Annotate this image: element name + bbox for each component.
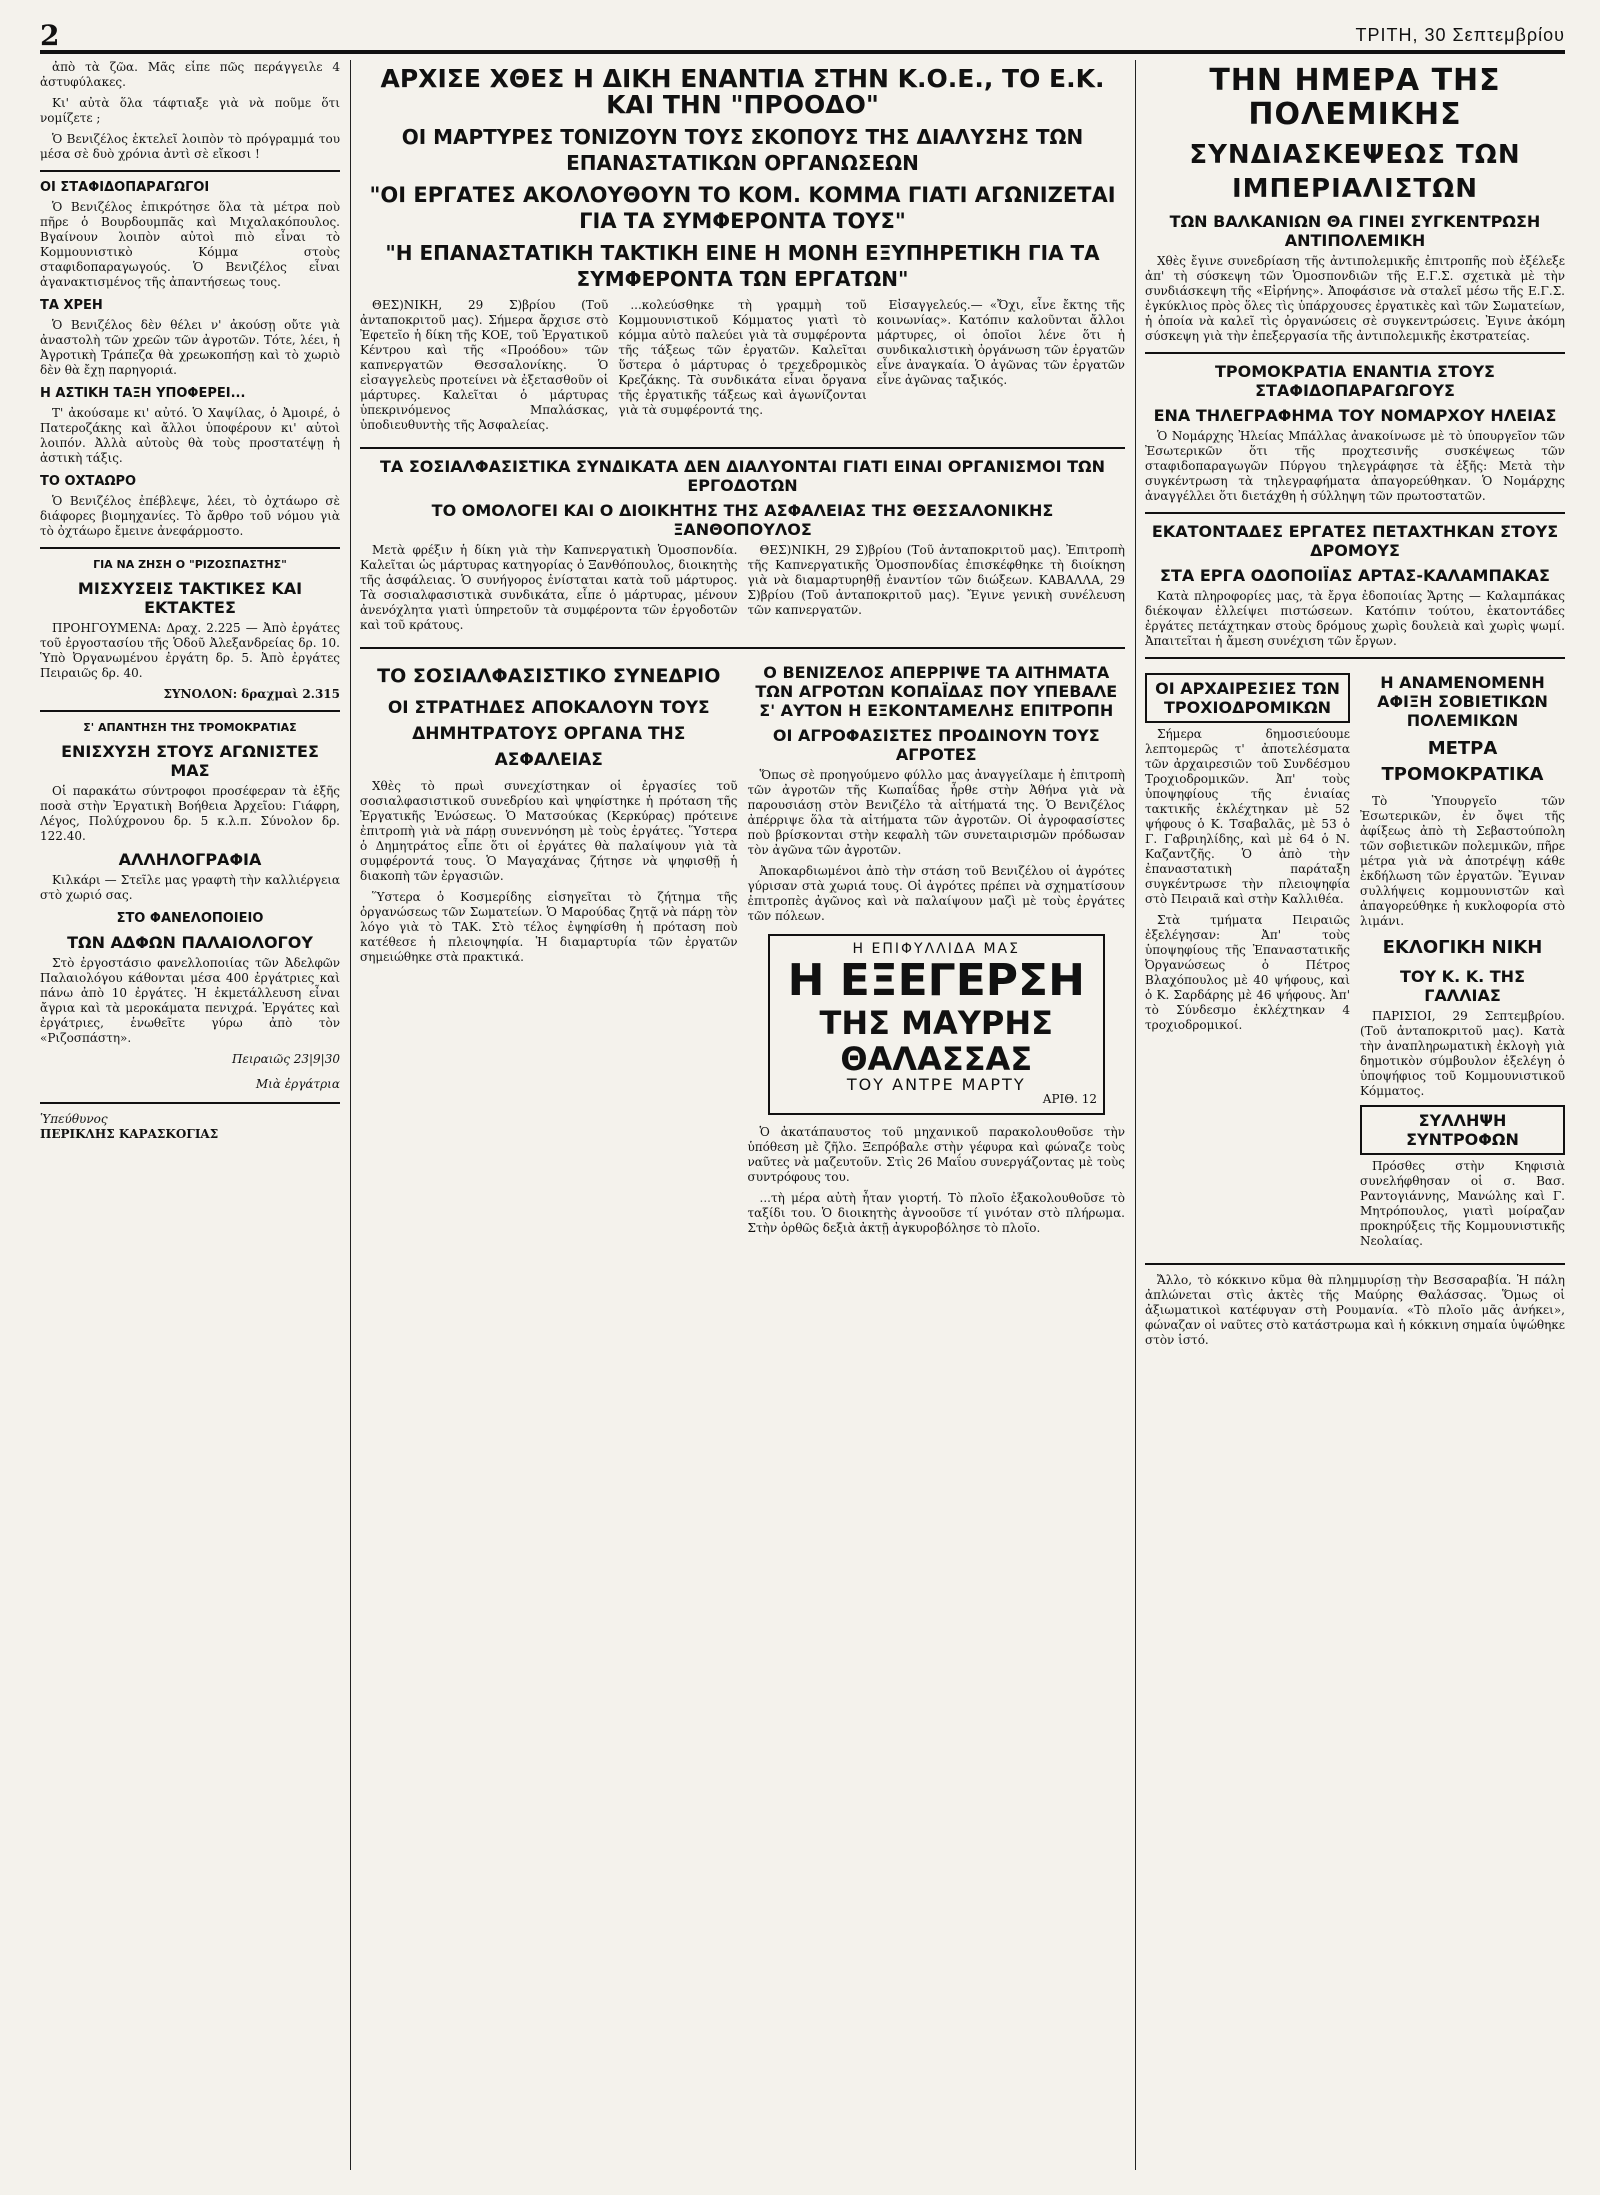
- headline: ΤΡΟΜΟΚΡΑΤΙΑ ΕΝΑΝΤΙΑ ΣΤΟΥΣ ΣΤΑΦΙΔΟΠΑΡΑΓΩΓΟΥΣ: [1215, 362, 1495, 400]
- divider: [1145, 657, 1565, 659]
- column-rule: [350, 60, 351, 2170]
- article-text: Κατὰ πληροφορίες μας, τὰ ἔργα ἐδοποιίας Ἄρτης — Καλαμπάκας διέκοψαν ἐλλείψει πιστώσεων. Κατόπιν τούτου, ἑκατοντάδες ἐργάτες πετάχτηκαν στοὺς δρόμους χωρὶς δουλειὰ καὶ χωρὶς ψωμί. Ἀπαιτεῖται ἡ ἄμεση συνέχιση τῶν ἔργων.: [1145, 589, 1565, 648]
- article-signature: Πειραιῶς 23|9|30: [231, 1052, 340, 1066]
- article-text: Ὁ Βενιζέλος δὲν θέλει ν' ἀκούσῃ οὔτε γιὰ ἀναστολὴ τῶν χρεῶν τῶν ἀγροτῶν. Τότε, λέει, ἡ Ἀγροτικὴ Τράπεζα θὰ χρεωκοπήσῃ καὶ τὸ χωριὸ δὲν θὰ ἔχῃ παρηγοριά.: [40, 318, 340, 377]
- intro-line: Κι' αὐτὰ ὅλα τάφτιαξε γιὰ νὰ ποῦμε ὅτι νομίζετε ;: [40, 96, 340, 125]
- publisher-name: ΠΕΡΙΚΛΗΣ ΚΑΡΑΣΚΟΓΙΑΣ: [40, 1127, 219, 1141]
- divider: [40, 710, 340, 712]
- article-text: Στὸ ἐργοστάσιο φανελλοποιίας τῶν Ἀδελφῶν Παλαιολόγου κάθονται μέσα 400 ἐργάτριες καὶ πάνω ἀπὸ 10 ἐργάτες. Ἡ ἐκμετάλλευση εἶναι ἄγρια καὶ τὰ μεροκάματα πενιχρά. Ἐργάτες καὶ ἐργάτριες, ἑνωθεῖτε γύρω ἀπὸ τὸν «Ριζοσπάστη».: [40, 956, 340, 1045]
- section-heading: Η ΑΣΤΙΚΗ ΤΑΞΗ ΥΠΟΦΕΡΕΙ...: [40, 386, 246, 401]
- divider: [360, 447, 1125, 449]
- headline: ΤΗΝ ΗΜΕΡΑ ΤΗΣ ΠΟΛΕΜΙΚΗΣ: [1209, 63, 1501, 132]
- serial-number: ΑΡΙΘ. 12: [1042, 1092, 1097, 1106]
- article-text: Ἄλλο, τὸ κόκκινο κῦμα θὰ πλημμυρίσῃ τὴν Βεσσαραβία. Ἡ πάλη ἀπλώνεται στὶς ἀκτὲς τῆς Μαύρης Θαλάσσας. Ὅμως οἱ ἀξιωματικοὶ κατέφυγαν στὴ Ρουμανία. «Τὸ πλοῖο μᾶς ἀνήκει», φώναζαν οἱ ναῦτες στὸ κατάστρωμα καὶ ἡ κόκκινη σημαία ὑψώθηκε στὸν ἱστό.: [1145, 1273, 1565, 1347]
- section-heading: ΤΟ ΟΧΤΑΩΡΟ: [40, 474, 137, 489]
- headline: Η ΑΝΑΜΕΝΟΜΕΝΗ ΑΦΙΞΗ ΣΟΒΙΕΤΙΚΩΝ ΠΟΛΕΜΙΚΩΝ: [1377, 673, 1548, 730]
- article-text: Ὁ ἀκατάπαυστος τοῦ μηχανικοῦ παρακολουθοῦσε τὴν ὑπόθεση μὲ ζῆλο. Ξεπρόβαλε στὴν γέφυρα καὶ φώναζε τοὺς ναῦτες νὰ μαζευτοῦν. Στὶς 26 Μαΐου συνεργάζοντας μὲ τοὺς συντρόφους του.: [747, 1125, 1125, 1184]
- article-text: Κιλκάρι — Στεῖλε μας γραφτὴ τὴν καλλιέργεια στὸ χωριό σας.: [40, 873, 340, 902]
- headline: ΜΕΤΡΑ ΤΡΟΜΟΚΡΑΤΙΚΑ: [1381, 738, 1544, 785]
- headline: ΤΟΥ Κ. Κ. ΤΗΣ ΓΑΛΛΙΑΣ: [1400, 967, 1525, 1005]
- headline: ΟΙ ΑΓΡΟΦΑΣΙΣΤΕΣ ΠΡΟΔΙΝΟΥΝ ΤΟΥΣ ΑΓΡΟΤΕΣ: [772, 726, 1100, 764]
- right-lower-columns: [1145, 667, 1565, 1255]
- main-column: [360, 60, 1125, 2170]
- article-text: Πρόσθες στὴν Κηφισιὰ συνελήφθησαν οἱ σ. Βασ. Ραντογιάννης, Μανώλης καὶ Γ. Μητρόπουλος, γιατὶ μοίραζαν προκηρύξεις τῆς Κομμουνιστικῆς Νεολαίας.: [1360, 1159, 1565, 1248]
- serial-kicker: Η ΕΠΙΦΥΛΛΙΔΑ ΜΑΣ: [852, 941, 1020, 957]
- intro-line: Ὁ Βενιζέλος ἐκτελεῖ λοιπὸν τὸ πρόγραμμά του μέσα σὲ δυὸ χρόνια ἀντὶ σὲ εἴκοσι !: [40, 132, 340, 161]
- article-text: Ὁ Βενιζέλος ἐπέβλεψε, λέει, τὸ ὀχτάωρο σὲ διάφορες βιομηχανίες. Τὸ ἄρθρο τοῦ νόμου γιὰ τὸ ὀχτάωρο ἔμεινε ἀνεφάρμοστο.: [40, 494, 340, 538]
- headline: ΣΥΝΔΙΑΣΚΕΨΕΩΣ ΤΩΝ ΙΜΠΕΡΙΑΛΙΣΤΩΝ: [1189, 140, 1521, 204]
- section-heading: ΤΩΝ ΑΔΦΩΝ ΠΑΛΑΙΟΛΟΓΟΥ: [67, 933, 313, 952]
- serial-title: ΤΗΣ ΜΑΥΡΗΣ ΘΑΛΑΣΣΑΣ: [819, 1004, 1053, 1078]
- headline: ΤΟ ΣΟΣΙΑΛΦΑΣΙΣΤΙΚΟ ΣΥΝΕΔΡΙΟ: [377, 665, 721, 687]
- section-heading: ΟΙ ΣΤΑΦΙΔΟΠΑΡΑΓΩΓΟΙ: [40, 180, 210, 195]
- headline: ΟΙ ΣΤΡΑΤΗΔΕΣ ΑΠΟΚΑΛΟΥΝ ΤΟΥΣ ΔΗΜΗΤΡΑΤΟΥΣ ΟΡΓΑΝΑ ΤΗΣ ΑΣΦΑΛΕΙΑΣ: [387, 698, 710, 770]
- lower-articles: [360, 657, 1125, 1242]
- divider: [1145, 352, 1565, 354]
- headline: ΤΑ ΣΟΣΙΑΛΦΑΣΙΣΤΙΚΑ ΣΥΝΔΙΚΑΤΑ ΔΕΝ ΔΙΑΛΥΟΝΤΑΙ ΓΙΑΤΙ ΕΙΝΑΙ ΟΡΓΑΝΙΣΜΟΙ ΤΩΝ ΕΡΓΟΔΟΤΩΝ: [379, 457, 1105, 495]
- article-text: Μετὰ φρέξιν ἡ δίκη γιὰ τὴν Καπνεργατικὴ Ὁμοσπονδία. Καλεῖται ὡς μάρτυρας κατηγορίας ὁ Ξανθόπουλος, διοικητὴς τῆς ἀσφάλειας. Ὁ συνήγορος ἐνίσταται κατὰ τοῦ μάρτυρος. Τὰ σοσιαλφασιστικὰ συνδικάτα, εἶπε ὁ μάρτυρας, μένουν ἀνενόχλητα γιατὶ ὑπηρετοῦν τὰ συμφέροντα τῶν ἐργοδοτῶν καὶ τοῦ κράτους.: [360, 543, 738, 632]
- article-text: Στὰ τμήματα Πειραιῶς ἐξελέγησαν: Ἀπ' τοὺς ὑποψηφίους τῆς Ἐπαναστατικῆς Ὀργανώσεως ὁ Πέτρος Βλαχόπουλος μὲ 40 ψήφους, καὶ ὁ Κ. Σαρδάρης μὲ 46 ψήφους. Ἀπ' τὸ Σύνδεσμο ἐκλέχτηκαν 4 τροχιοδρομικοί.: [1145, 913, 1350, 1032]
- article-columns: [360, 298, 1125, 439]
- article-text: ΠΑΡΙΣΙΟΙ, 29 Σεπτεμβρίου. (Τοῦ ἀνταποκριτοῦ μας). Κατὰ τὴν ἀναπληρωματικὴ ἐκλογὴ γιὰ δημοτικὸν σύμβουλον ἐξελέγη ὁ ὑποψήφιος τοῦ Κομμουνιστικοῦ Κόμματος.: [1360, 1009, 1565, 1098]
- section-heading: ΜΙΣΧΥΣΕΙΣ ΤΑΚΤΙΚΕΣ ΚΑΙ ΕΚΤΑΚΤΕΣ: [77, 579, 303, 617]
- publisher-label: Ὑπεύθυνος: [40, 1112, 108, 1126]
- serial-box: [768, 934, 1106, 1115]
- headline: ΣΤΑ ΕΡΓΑ ΟΔΟΠΟΙΪΑΣ ΑΡΤΑΣ-ΚΑΛΑΜΠΑΚΑΣ: [1160, 566, 1550, 585]
- article-text: Σήμερα δημοσιεύουμε λεπτομερῶς τ' ἀποτελέσματα τῶν ἀρχαιρεσιῶν τοῦ Συνδέσμου Τροχιοδρομικῶν. Ἀπ' τοὺς ὑποψηφίους τῆς ἑνιαίας τακτικῆς ἐκλέχτηκαν μὲ 52 ψήφους ὁ Κ. Τσαβαλᾶς, μὲ 53 ὁ Γ. Γαβριηλίδης, καὶ μὲ 64 ὁ Ν. Καζαντζῆς. Ὁ ἀπὸ τὴν ἐπαναστατικὴ παράταξη συγκέντρωσε τὴν πλειοψηφία στὸ Πειραιᾶ καὶ στὴν Καλλιθέα.: [1145, 727, 1350, 906]
- article-text: Ἀποκαρδιωμένοι ἀπὸ τὴν στάση τοῦ Βενιζέλου οἱ ἀγρότες γύρισαν στὰ χωριά τους. Οἱ ἀγρότες πρέπει νὰ σχηματίσουν ἐπιτροπὲς ἀγῶνος καὶ νὰ παλαίψουν μαζὶ μὲ τοὺς ἐργάτες τῶν πόλεων.: [747, 864, 1125, 923]
- article-signature: Μιὰ ἐργάτρια: [255, 1077, 340, 1091]
- divider: [1145, 512, 1565, 514]
- left-column: [40, 60, 340, 2170]
- section-heading: ΑΛΛΗΛΟΓΡΑΦΙΑ: [118, 850, 262, 869]
- article-text: Ὁ Νομάρχης Ἠλείας Μπάλλας ἀνακοίνωσε μὲ τὸ ὑπουργεῖον τῶν Ἐσωτερικῶν ὅτι τῆς προχτεσινῆς συσκέψεως τῶν σταφιδοπαραγωγῶν Πύργου τηλεγράφησε τὰ ἑξῆς: Μετὰ τὴν συγκέντρωση τὰ τηλεγραφήματα ἀπαγορεύθηκαν. Ὁ Νομάρχης ἀναγγέλλει ὅτι διετάχθη ἡ σύλληψη τῶν πρωτοστατῶν.: [1145, 429, 1565, 503]
- section-kicker: Σ' ΑΠΑΝΤΗΣΗ ΤΗΣ ΤΡΟΜΟΚΡΑΤΙΑΣ: [83, 721, 297, 734]
- headline: ΑΡΧΙΣΕ ΧΘΕΣ Η ΔΙΚΗ ΕΝΑΝΤΙΑ ΣΤΗΝ Κ.Ο.Ε., ΤΟ Ε.Κ. ΚΑΙ ΤΗΝ "ΠΡΟΟΔΟ": [380, 64, 1105, 119]
- divider: [40, 547, 340, 549]
- headline: "ΟΙ ΕΡΓΑΤΕΣ ΑΚΟΛΟΥΘΟΥΝ ΤΟ ΚΟΜ. ΚΟΜΜΑ ΓΙΑΤΙ ΑΓΩΝΙΖΕΤΑΙ ΓΙΑ ΤΑ ΣΥΜΦΕΡΟΝΤΑ ΤΟΥΣ": [369, 183, 1116, 233]
- article-text: Χθὲς ἔγινε συνεδρίαση τῆς ἀντιπολεμικῆς ἐπιτροπῆς ποὺ ἐξέλεξε ἀπ' τὴ σύσκεψη τῶν Ὁμοσπονδιῶν τῆς Ε.Γ.Σ. σχετικὰ μὲ τὴν συνδιάσκεψη τῆς «Εἰρήνης». Ἀποφάσισε νὰ σταλεῖ μέσω τῆς Ε.Γ.Σ. ἐγκύκλιος πρὸς ὅλες τὶς ὑπάρχουσες ἐργατικὲς καὶ τῶν Σωματείων, ἡ ὁποία νὰ καλεῖ τὶς ὀργανώσεις σὲ συγκεντρώσεις. Ἐγινε ἀκόμη σύσκεψη γιὰ τὴν ἐπεξεργασία τῆς ἀντιπολεμικῆς ἐκστρατείας.: [1145, 254, 1565, 343]
- divider: [40, 170, 340, 172]
- article-text: Τὸ Ὑπουργεῖο τῶν Ἐσωτερικῶν, ἐν ὄψει τῆς ἀφίξεως ἀπὸ τὴ Σεβαστούπολη τῶν σοβιετικῶν πολεμικῶν, πῆρε μέτρα γιὰ νὰ ἀποτρέψῃ κάθε ἐκδήλωση τῶν ἐργατῶν. Ἔγιναν συλλήψεις κομμουνιστῶν καὶ ἀπαγορεύθηκε ἡ κυκλοφορία στὸ λιμάνι.: [1360, 794, 1565, 928]
- article-text: ΠΡΟΗΓΟΥΜΕΝΑ: Δραχ. 2.225 — Ἀπὸ ἐργάτες τοῦ ἐργοστασίου τῆς Ὁδοῦ Ἀλεξανδρείας δρ. 10. Ὑπὸ Ὀργανωμένου ἐργάτη δρ. 5. Ἀπὸ ἐργάτες Πειραιῶς δρ. 40.: [40, 621, 340, 680]
- article-text: ...τὴ μέρα αὐτὴ ἦταν γιορτή. Τὸ πλοῖο ἐξακολουθοῦσε τὸ ταξίδι του. Ὁ διοικητὴς ἀγνοοῦσε τί γινόταν στὸ πλήρωμα. Στὴν ὀρθῶς δεξιὰ ἀκτῇ ἀγκυροβόλησε τὸ πλοῖο.: [747, 1191, 1125, 1235]
- column-rule: [1135, 60, 1136, 2170]
- headline: Ο ΒΕΝΙΖΕΛΟΣ ΑΠΕΡΡΙΨΕ ΤΑ ΑΙΤΗΜΑΤΑ ΤΩΝ ΑΓΡΟΤΩΝ ΚΟΠΑΪΔΑΣ ΠΟΥ ΥΠΕΒΑΛΕ Σ' ΑΥΤΟΝ Η ΕΞΚΟΝΤΑΜΕΛΗΣ ΕΠΙΤΡΟΠΗ: [755, 663, 1118, 720]
- headline: ΕΝΑ ΤΗΛΕΓΡΑΦΗΜΑ ΤΟΥ ΝΟΜΑΡΧΟΥ ΗΛΕΙΑΣ: [1153, 406, 1557, 425]
- headline: ΣΥΛΛΗΨΗ ΣΥΝΤΡΟΦΩΝ: [1360, 1105, 1565, 1155]
- article-text: ΘΕΣ)ΝΙΚΗ, 29 Σ)βρίου (Τοῦ ἀνταποκριτοῦ μας). Ἐπιτροπὴ τῆς Καπνεργατικῆς Ὁμοσπονδίας ἐπισκέφθηκε τὴ διοίκηση γιὰ νὰ διαμαρτυρηθῇ ἐναντίον τῶν διώξεων. ΚΑΒΑΛΛΑ, 29 Σ)βρίου (Τοῦ ἀνταποκριτοῦ μας). Ἔγινε γενικὴ συνέλευση τῶν καπνεργατῶν.: [747, 543, 1125, 617]
- serial-title: Η ΕΞΕΓΕΡΣΗ: [787, 955, 1085, 1006]
- headline: ΟΙ ΑΡΧΑΙΡΕΣΙΕΣ ΤΩΝ ΤΡΟΧΙΟΔΡΟΜΙΚΩΝ: [1145, 673, 1350, 723]
- article-text: Ὅπως σὲ προηγούμενο φύλλο μας ἀναγγείλαμε ἡ ἐπιτροπὴ τῶν ἀγροτῶν τῆς Κωπαΐδας ἦρθε στὴν Ἀθήνα γιὰ νὰ παρουσιάσῃ στὸν Βενιζέλο τὰ αἰτήματά της. Ὁ Βενιζέλος ἀπέρριψε ὅλα τὰ αἰτήματα τῶν ἀγροτῶν. Οἱ ἀγροφασίστες ποὺ βρίσκονται στὴν κεφαλὴ τῶν συνεταιρισμῶν πρόδωσαν τὸν ἀγῶνα τῶν ἀγροτῶν.: [747, 768, 1125, 857]
- article-text: ...κολεύσθηκε τὴ γραμμὴ τοῦ Κομμουνιστικοῦ Κόμματος γιατὶ τὸ κόμμα αὐτὸ παλεύει γιὰ τὰ συμφέροντα τῆς τάξεως τῶν ἐργατῶν. Καλεῖται ὕστερα ὁ μάρτυρας ὁ τρεχεδρομικὸς Κρεζάκης. Τὰ συνδικάτα εἶναι ὄργανα τῆς ἐργατικῆς τάξεως καὶ ἀγωνίζονται γιὰ τὰ συμφέροντά της.: [618, 298, 867, 417]
- masthead: [40, 20, 1565, 54]
- donations-total: ΣΥΝΟΛΟΝ: δραχμαὶ 2.315: [163, 687, 340, 701]
- headline: ΟΙ ΜΑΡΤΥΡΕΣ ΤΟΝΙΖΟΥΝ ΤΟΥΣ ΣΚΟΠΟΥΣ ΤΗΣ ΔΙΑΛΥΣΗΣ ΤΩΝ ΕΠΑΝΑΣΤΑΤΙΚΩΝ ΟΡΓΑΝΩΣΕΩΝ: [401, 125, 1084, 175]
- page-number: 2: [40, 18, 60, 52]
- section-heading: ΤΑ ΧΡΕΗ: [40, 298, 103, 313]
- divider: [360, 647, 1125, 649]
- section-heading: ΕΝΙΣΧΥΣΗ ΣΤΟΥΣ ΑΓΩΝΙΣΤΕΣ ΜΑΣ: [61, 742, 319, 780]
- headline: ΕΚΛΟΓΙΚΗ ΝΙΚΗ: [1382, 937, 1543, 958]
- intro-line: ἀπὸ τὰ ζῶα. Μᾶς εἶπε πῶς περάγγειλε 4 ἀστυφύλακες.: [40, 60, 340, 89]
- headline: ΕΚΑΤΟΝΤΑΔΕΣ ΕΡΓΑΤΕΣ ΠΕΤΑΧΤΗΚΑΝ ΣΤΟΥΣ ΔΡΟΜΟΥΣ: [1151, 522, 1559, 560]
- article-columns: [360, 543, 1125, 639]
- divider: [40, 1102, 340, 1104]
- headline: "Η ΕΠΑΝΑΣΤΑΤΙΚΗ ΤΑΚΤΙΚΗ ΕΙΝΕ Η ΜΟΝΗ ΕΞΥΠΗΡΕΤΙΚΗ ΓΙΑ ΤΑ ΣΥΜΦΕΡΟΝΤΑ ΤΩΝ ΕΡΓΑΤΩΝ": [385, 241, 1100, 291]
- section-kicker: ΣΤΟ ΦΑΝΕΛΟΠΟΙΕΙΟ: [116, 911, 264, 926]
- article-text: Οἱ παρακάτω σύντροφοι προσέφεραν τὰ ἐξῆς ποσὰ στὴν Ἐργατικὴ Βοήθεια Ἀρχεῖου: Γιάφρη, Λέγος, Πολύχρονου δρ. 5 κ.λ.π. Σύνολον δρ. 122.40.: [40, 784, 340, 843]
- article-text: Εἰσαγγελεύς.— «Ὄχι, εἶνε ἔκτης τῆς κοινωνίας». Κατόπιν καλοῦνται ἄλλοι μάρτυρες, οἱ ὁποῖοι λένε ὅτι ἡ συνδικαλιστικὴ ὀργάνωση τῶν ἐργατῶν εἶνε ἀναγκαία. Ὁ ἀγῶνας τῶν ἐργατῶν εἶνε ἀγῶνας ταξικός.: [876, 298, 1125, 387]
- divider: [1145, 1263, 1565, 1265]
- headline: ΤΟ ΟΜΟΛΟΓΕΙ ΚΑΙ Ο ΔΙΟΙΚΗΤΗΣ ΤΗΣ ΑΣΦΑΛΕΙΑΣ ΤΗΣ ΘΕΣΣΑΛΟΝΙΚΗΣ ΞΑΝΘΟΠΟΥΛΟΣ: [431, 501, 1054, 539]
- article-text: Χθὲς τὸ πρωὶ συνεχίστηκαν οἱ ἐργασίες τοῦ σοσιαλφασιστικοῦ συνεδρίου καὶ ψηφίστηκε ἡ πρόταση τῆς Ἐργατικῆς Ἑνώσεως. Ὁ Ματσούκας (Κερκύρας) πρότεινε ἐπιτροπὴ γιὰ νὰ πάρῃ συνεννόηση μὲ τοὺς ἐργάτες. Ὕστερα ὁ Δημητράτος εἶπε ὅτι οἱ ἐργάτες θὰ παλαίψουν γιὰ τὰ συμφέροντά τους. Ὁ Μαγαχάνας ζήτησε νὰ ψηφισθῇ ἡ διακοπὴ τῶν ἐργασιῶν.: [360, 779, 738, 883]
- serial-author: ΤΟΥ ΑΝΤΡΕ ΜΑΡΤΥ: [846, 1075, 1026, 1094]
- article-text: ΘΕΣ)ΝΙΚΗ, 29 Σ)βρίου (Τοῦ ἀνταποκριτοῦ μας). Σήμερα ἄρχισε στὸ Ἐφετεῖο ἡ δίκη τῆς ΚΟΕ, τοῦ Ἐργατικοῦ Κέντρου καὶ τῆς «Προόδου» τῶν καπνεργατῶν Θεσσαλονίκης. Ὁ εἰσαγγελεὺς προτείνει νὰ ἐξετασθοῦν οἱ μάρτυρες. Καλεῖται ὁ μάρτυρας ὑπεκρινόμενος Μπαλάσκας, ὑποδιευθυντὴς τῆς Ἀσφαλείας.: [360, 298, 609, 432]
- headline: ΤΩΝ ΒΑΛΚΑΝΙΩΝ ΘΑ ΓΙΝΕΙ ΣΥΓΚΕΝΤΡΩΣΗ ΑΝΤΙΠΟΛΕΜΙΚΗ: [1169, 212, 1541, 250]
- article-text: Ὁ Βενιζέλος ἐπικρότησε ὅλα τὰ μέτρα ποὺ πῆρε ὁ Βουρδουμπᾶς καὶ Μιχαλακόπουλος. Βγαίνουν λοιπὸν αὐτοὶ πιὸ εἶναι τὸ Κομμουνιστικὸ Κόμμα στοὺς σταφιδοπαραγωγούς. Ὁ Βενιζέλος εἶναι ἀγανακτισμένος τῆς ἀπαντήσεως τους.: [40, 200, 340, 289]
- issue-date: ΤΡΙΤΗ, 30 Σεπτεμβρίου: [1355, 24, 1565, 45]
- section-kicker: ΓΙΑ ΝΑ ΖΗΣΗ Ο "ΡΙΖΟΣΠΑΣΤΗΣ": [93, 558, 287, 571]
- right-column: [1145, 60, 1565, 2170]
- article-text: Ὕστερα ὁ Κοσμερίδης εἰσηγεῖται τὸ ζήτημα τῆς ὀργανώσεως τῶν Σωματείων. Ὁ Μαρούδας ζητᾷ νὰ πάρῃ τὸν λόγο γιὰ τὸ ΤΑΚ. Στὸ τέλος ἐψηφίσθη ἡ πρόταση ποὺ κατέθεσε ἡ πλειοψηφία. Ἡ διαμαρτυρία τῶν ἐργατῶν σημειώθηκε στὰ πρακτικά.: [360, 890, 738, 964]
- article-text: Τ' ἀκούσαμε κι' αὐτό. Ὁ Χαψίλας, ὁ Ἀμοιρέ, ὁ Πατεροζάκης καὶ ἄλλοι ὑποφέρουν κι' αὐτοὶ λοιπόν. Ἀλλὰ αὐτοὺς θὰ τοὺς προστατέψῃ ἡ ἀστικὴ τάξις.: [40, 406, 340, 465]
